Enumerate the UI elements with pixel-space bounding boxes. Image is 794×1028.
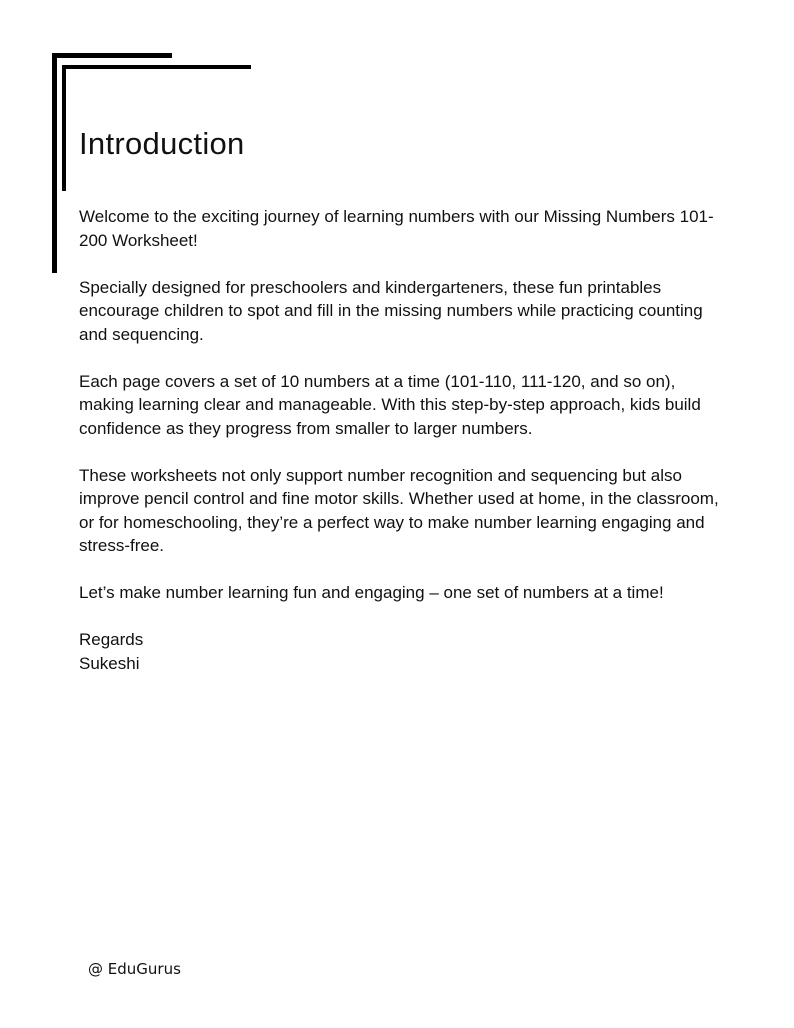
page-title: Introduction bbox=[79, 126, 245, 161]
signoff-name: Sukeshi bbox=[79, 653, 140, 673]
paragraph-audience: Specially designed for preschoolers and kindergarteners, these fun printables encourage children to spot and fill in the missing numbers while practicing counting and sequencing. bbox=[79, 277, 703, 344]
footer-credit: @ EduGurus bbox=[88, 960, 181, 978]
paragraph-welcome: Welcome to the exciting journey of learning numbers with our Missing Numbers 101-200 Worksheet! bbox=[79, 207, 714, 250]
corner-frame-inner-left bbox=[62, 65, 66, 191]
intro-body bbox=[79, 205, 719, 675]
corner-frame-outer-left bbox=[52, 53, 57, 273]
corner-frame-outer-top bbox=[52, 53, 172, 58]
paragraph-benefits: These worksheets not only support number recognition and sequencing but also improve pencil control and fine motor skills. Whether used at home, in the classroom, or for homeschooling, they’re a perfect way to make number learning engaging and stress-free. bbox=[79, 465, 719, 555]
signoff-closing: Regards bbox=[79, 630, 144, 649]
paragraph-structure: Each page covers a set of 10 numbers at a time (101-110, 111-120, and so on), making learning clear and manageable. With this step-by-step approach, kids build confidence as they progress from smaller to larger numbers. bbox=[79, 371, 701, 438]
corner-frame-inner-top bbox=[62, 65, 251, 69]
paragraph-closing: Let’s make number learning fun and engaging – one set of numbers at a time! bbox=[79, 583, 664, 602]
